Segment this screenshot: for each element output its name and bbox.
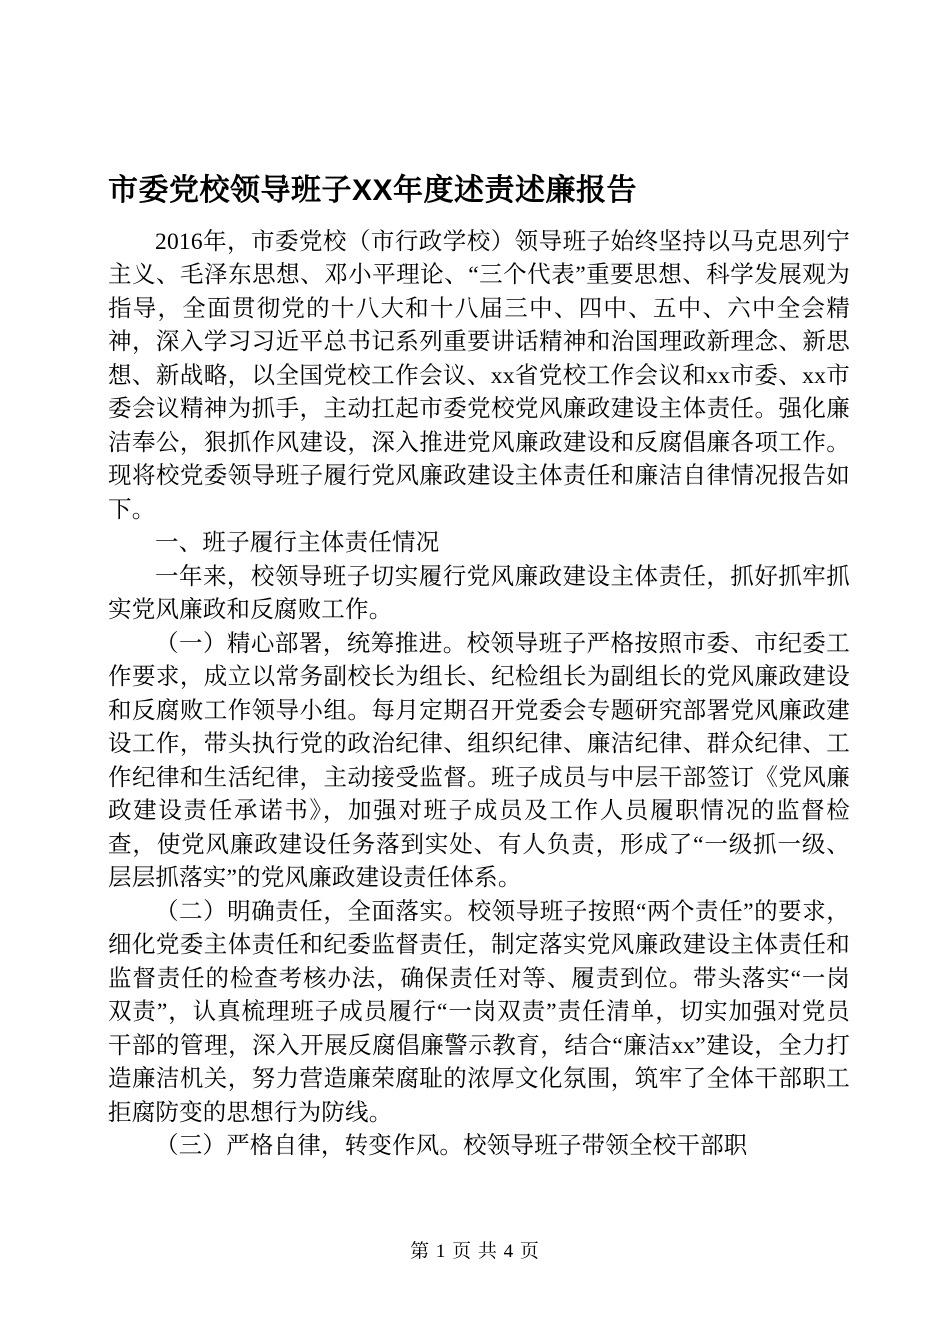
paragraph-1: 2016年，市委党校（市行政学校）领导班子始终坚持以马克思列宁主义、毛泽东思想、邓小平理论、“三个代表”重要思想、科学发展观为指导，全面贯彻党的十八大和十八届三中、四中、五中、六中全会精神，深入学习习近平总书记系列重要讲话精神和治国理政新理念、新思想、新战略，以全国党校工作会议、xx省党校工作会议和xx市委、xx市委会议精神为抓手，主动扛起市委党校党风廉政建设主体责任。强化廉洁奉公，狠抓作风建设，深入推进党风廉政建设和反腐倡廉各项工作。现将校党委领导班子履行党风廉政建设主体责任和廉洁自律情况报告如下。 [108,228,850,523]
paragraph-3: （一）精心部署，统筹推进。校领导班子严格按照市委、市纪委工作要求，成立以常务副校长为组长、纪检组长为副组长的党风廉政建设和反腐败工作领导小组。每月定期召开党委会专题研究部署党风廉政建设工作，带头执行党的政治纪律、组织纪律、廉洁纪律、群众纪律、工作纪律和生活纪律，主动接受监督。班子成员与中层干部签订《党风廉政建设责任承诺书》，加强对班子成员及工作人员履职情况的监督检查，使党风廉政建设任务落到实处、有人负责，形成了“一级抓一级、层层抓落实”的党风廉政建设责任体系。 [108,630,850,891]
paragraph-4: （二）明确责任，全面落实。校领导班子按照“两个责任”的要求，细化党委主体责任和纪委监督责任，制定落实党风廉政建设主体责任和监督责任的检查考核办法，确保责任对等、履责到位。带头落实“一岗双责”，认真梳理班子成员履行“一岗双责”责任清单，切实加强对党员干部的管理，深入开展反腐倡廉警示教育，结合“廉洁xx”建设，全力打造廉洁机关，努力营造廉荣腐耻的浓厚文化氛围，筑牢了全体干部职工拒腐防变的思想行为防线。 [108,898,850,1126]
paragraph-2: 一年来，校领导班子切实履行党风廉政建设主体责任，抓好抓牢抓实党风廉政和反腐败工作。 [108,563,850,623]
document-body [108,0,850,1164]
page-title: 市委党校领导班子XX年度述责述廉报告 [108,174,638,207]
paragraph-5: （三）严格自律，转变作风。校领导班子带领全校干部职 [155,1133,748,1159]
page-footer: 第 1 页 共 4 页 [410,1241,540,1262]
section-heading-1: 一、班子履行主体责任情况 [155,530,440,556]
